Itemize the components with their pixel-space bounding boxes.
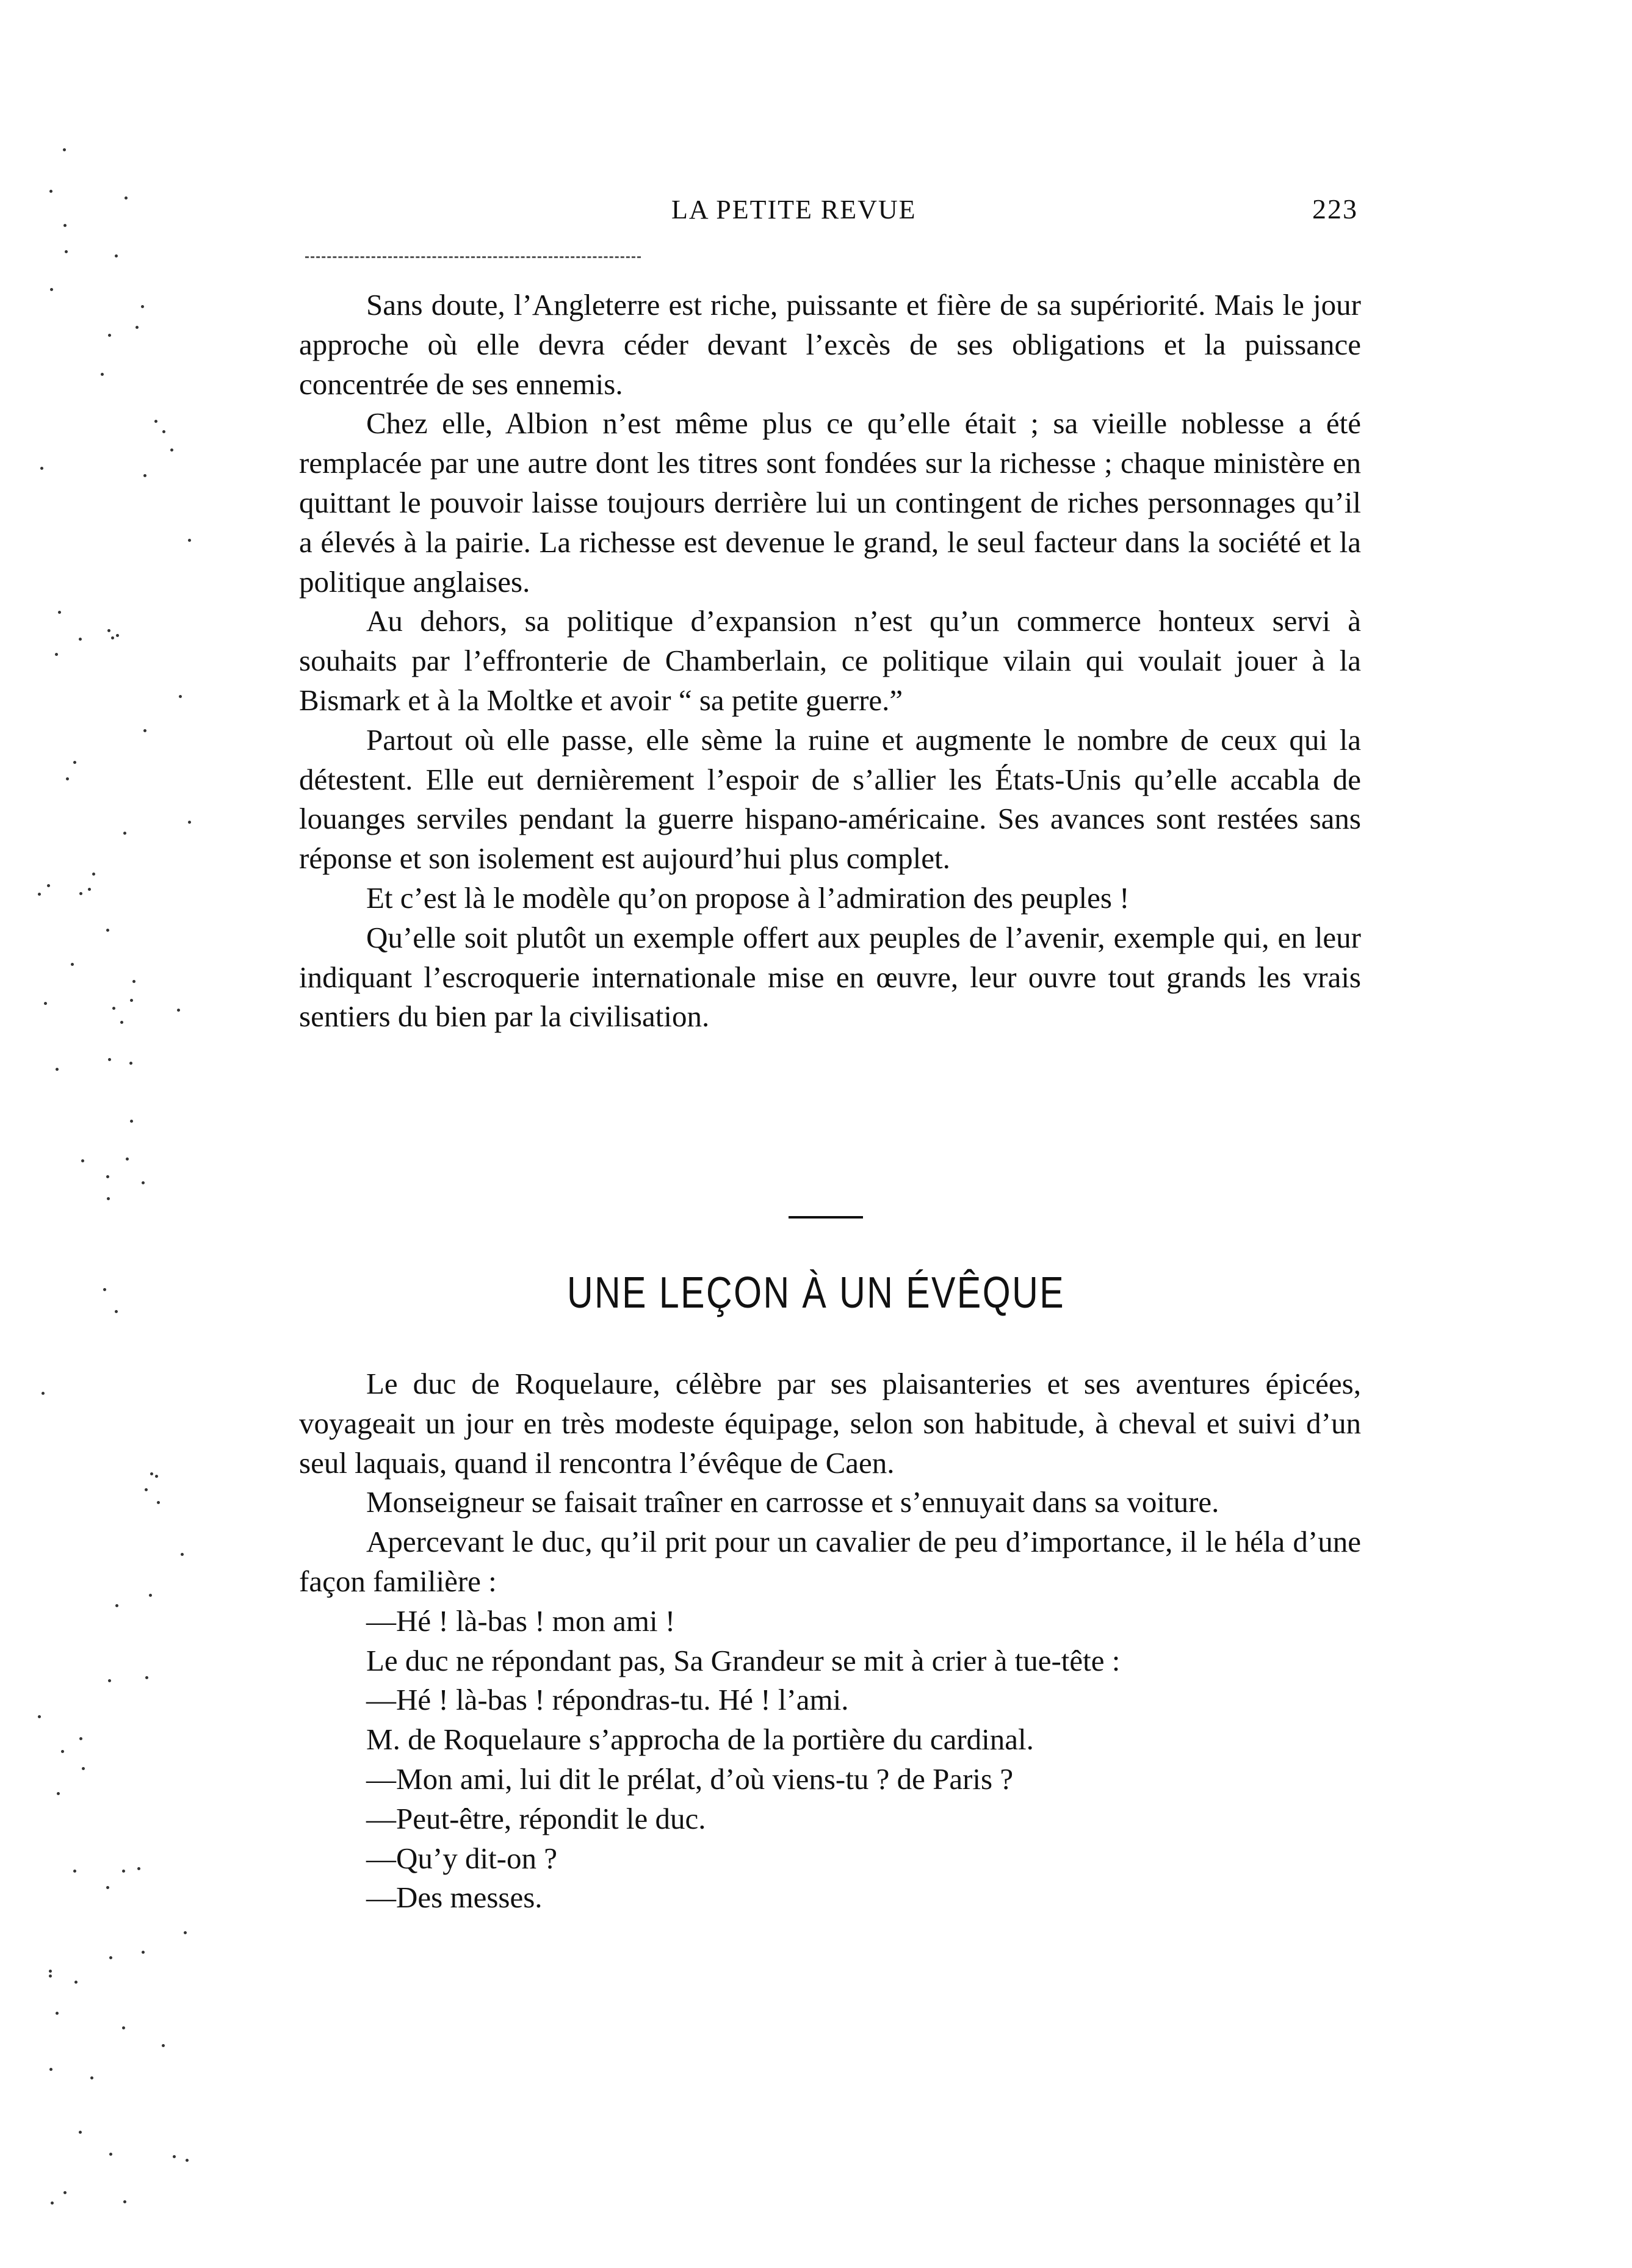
scan-speck: [51, 2201, 54, 2205]
dialogue-line: —Qu’y dit-on ?: [366, 1841, 557, 1875]
scan-speck: [115, 254, 118, 257]
scan-speck: [49, 2068, 52, 2071]
scan-speck: [49, 1970, 52, 1973]
scan-speck: [63, 148, 66, 151]
scan-speck: [135, 326, 139, 329]
scan-speck: [150, 1472, 153, 1475]
scan-speck: [92, 873, 95, 876]
scan-speck: [101, 373, 104, 376]
scan-speck: [66, 777, 69, 780]
scan-speck: [108, 1679, 111, 1682]
scan-speck: [162, 430, 165, 433]
dialogue-line: —Hé ! là-bas ! répondras-tu. Hé ! l’ami.: [366, 1683, 849, 1717]
header-rule: [305, 256, 641, 258]
scan-speck: [79, 1737, 82, 1740]
article-body: [299, 286, 1361, 1037]
scan-speck: [79, 892, 82, 895]
scan-speck: [181, 1553, 184, 1556]
scan-speck: [143, 474, 146, 477]
scan-speck: [108, 1058, 111, 1061]
scan-speck: [49, 190, 52, 193]
scan-speck: [154, 420, 157, 423]
running-title: LA PETITE REVUE: [671, 195, 917, 225]
scan-speck: [82, 1767, 85, 1770]
scan-speck: [122, 1870, 125, 1873]
scan-speck: [141, 305, 144, 308]
scan-speck: [106, 1886, 109, 1889]
scan-speck: [132, 980, 135, 983]
scan-speck: [74, 1981, 78, 1984]
scan-speck: [47, 884, 50, 887]
scan-speck: [123, 832, 126, 835]
dialogue-line: —Peut-être, répondit le duc.: [366, 1801, 706, 1835]
story-paragraph: Le duc de Roquelaure, célèbre par ses plaisanteries et ses aventures épicées, voyageait un jour en très modeste équipage, selon son habitude, à cheval et suivi d’un seul laquais, quand il rencontra l’évêque de Caen.: [299, 1367, 1361, 1480]
scan-speck: [79, 2131, 82, 2134]
scan-speck: [38, 893, 41, 896]
scan-speck: [155, 1475, 158, 1478]
article-paragraph: Au dehors, sa politique d’expansion n’est qu’un commerce honteux servi à souhaits par l’effronterie de Chamberlain, ce politique vilain qui voulait jouer à la Bismark et à la Moltke et avoir “ sa petite guerre.”: [299, 604, 1361, 717]
scan-speck: [145, 1676, 148, 1679]
scan-speck: [63, 2191, 67, 2194]
scan-speck: [65, 250, 68, 253]
scan-speck: [130, 999, 133, 1002]
article-paragraph: Et c’est là le modèle qu’on propose à l’admiration des peuples !: [366, 880, 1130, 915]
scan-speck: [122, 2026, 125, 2029]
scan-speck: [149, 1594, 152, 1597]
scan-speck: [170, 448, 173, 452]
scan-speck: [73, 761, 76, 764]
scan-speck: [115, 1310, 118, 1313]
scan-speck: [137, 1867, 140, 1870]
scan-speck: [44, 1002, 47, 1005]
story-paragraph: Apercevant le duc, qu’il prit pour un cavalier de peu d’importance, il le héla d’une façon familière :: [299, 1525, 1361, 1598]
scan-speck: [61, 1750, 64, 1753]
scan-speck: [56, 2012, 59, 2015]
dialogue-line: —Hé ! là-bas ! mon ami !: [366, 1604, 676, 1638]
scan-speck: [112, 1007, 115, 1010]
scan-speck: [126, 1157, 129, 1161]
scan-speck: [40, 467, 43, 470]
scan-speck: [115, 1604, 118, 1607]
scan-speck: [42, 1392, 45, 1395]
story-body: [299, 1364, 1361, 1918]
scan-speck: [116, 634, 119, 637]
scan-speck: [142, 1951, 145, 1954]
scan-speck: [111, 636, 114, 639]
scan-speck: [57, 1792, 60, 1795]
scan-speck: [50, 288, 53, 291]
scan-speck: [162, 2044, 165, 2047]
scan-speck: [107, 629, 110, 632]
scan-speck: [106, 929, 109, 932]
section-divider: [789, 1216, 863, 1219]
article-paragraph: Qu’elle soit plutôt un exemple offert aux peuples de l’avenir, exemple qui, en leur indiquant l’escroquerie internationale mise en œuvre, leur ouvre tout grands les vrais sentiers du bien par la civilisation.: [299, 920, 1361, 1034]
scan-speck: [145, 1488, 148, 1491]
scan-speck: [107, 1197, 110, 1200]
scan-speck: [103, 1288, 106, 1291]
scan-speck: [123, 2200, 126, 2203]
scan-speck: [73, 1870, 76, 1873]
article-paragraph: Sans doute, l’Angleterre est riche, puissante et fière de sa supériorité. Mais le jour approche où elle devra céder devant l’excès de ses obligations et la puissance concentrée de ses ennemis.: [299, 288, 1361, 401]
page-number: 223: [1312, 193, 1358, 225]
scan-speck: [143, 729, 146, 732]
scan-speck: [71, 963, 74, 966]
scan-speck: [179, 695, 182, 698]
scan-speck: [129, 1062, 132, 1065]
scan-speck: [109, 2153, 112, 2156]
scan-speck: [108, 334, 111, 337]
scan-speck: [184, 1931, 187, 1934]
scan-speck: [88, 888, 91, 891]
dialogue-line: M. de Roquelaure s’approcha de la portière du cardinal.: [366, 1723, 1034, 1757]
scan-speck: [125, 196, 128, 200]
article-paragraph: Partout où elle passe, elle sème la ruine et augmente le nombre de ceux qui la détestent. Elle eut dernièrement l’espoir de s’allier les États-Unis qu’elle accabla de louanges serviles pendant la guerre hispano-américaine. Ses avances sont restées sans réponse et son isolement est aujourd’hui plus complet.: [299, 722, 1361, 876]
scan-speck: [81, 1159, 84, 1162]
scan-speck: [130, 1120, 133, 1123]
scan-speck: [79, 638, 82, 641]
story-paragraph: Monseigneur se faisait traîner en carrosse et s’ennuyait dans sa voiture.: [366, 1485, 1219, 1519]
scan-speck: [90, 2076, 93, 2079]
article-paragraph: Chez elle, Albion n’est même plus ce qu’elle était ; sa vieille noblesse a été remplacée par une autre dont les titres sont fondées sur la richesse ; chaque ministère en quittant le pouvoir laisse toujours derrière lui un contingent de riches personnages qu’il a élevés à la pairie. La richesse est devenue le grand, le seul facteur dans la société et la politique anglaises.: [299, 406, 1361, 599]
scan-speck: [142, 1181, 145, 1184]
scan-speck: [56, 1068, 59, 1071]
scan-speck: [177, 1009, 180, 1012]
dialogue-line: Le duc ne répondant pas, Sa Grandeur se mit à crier à tue-tête :: [366, 1643, 1121, 1677]
scan-speck: [63, 224, 67, 227]
scan-speck: [55, 653, 58, 656]
scan-speck: [109, 1956, 112, 1959]
scan-speck: [49, 1975, 52, 1978]
scan-speck: [120, 1021, 123, 1024]
scan-speck: [188, 821, 191, 824]
scan-speck: [188, 539, 191, 542]
scan-speck: [173, 2155, 176, 2158]
dialogue-line: —Des messes.: [366, 1881, 543, 1915]
story-title: UNE LEÇON À UN ÉVÊQUE: [566, 1269, 1066, 1317]
scan-speck: [157, 1501, 160, 1504]
scan-speck: [186, 2159, 189, 2162]
scan-speck: [106, 1175, 109, 1178]
scan-speck: [58, 611, 61, 614]
dialogue-line: —Mon ami, lui dit le prélat, d’où viens-tu ? de Paris ?: [366, 1762, 1014, 1796]
scan-speck: [38, 1715, 41, 1718]
